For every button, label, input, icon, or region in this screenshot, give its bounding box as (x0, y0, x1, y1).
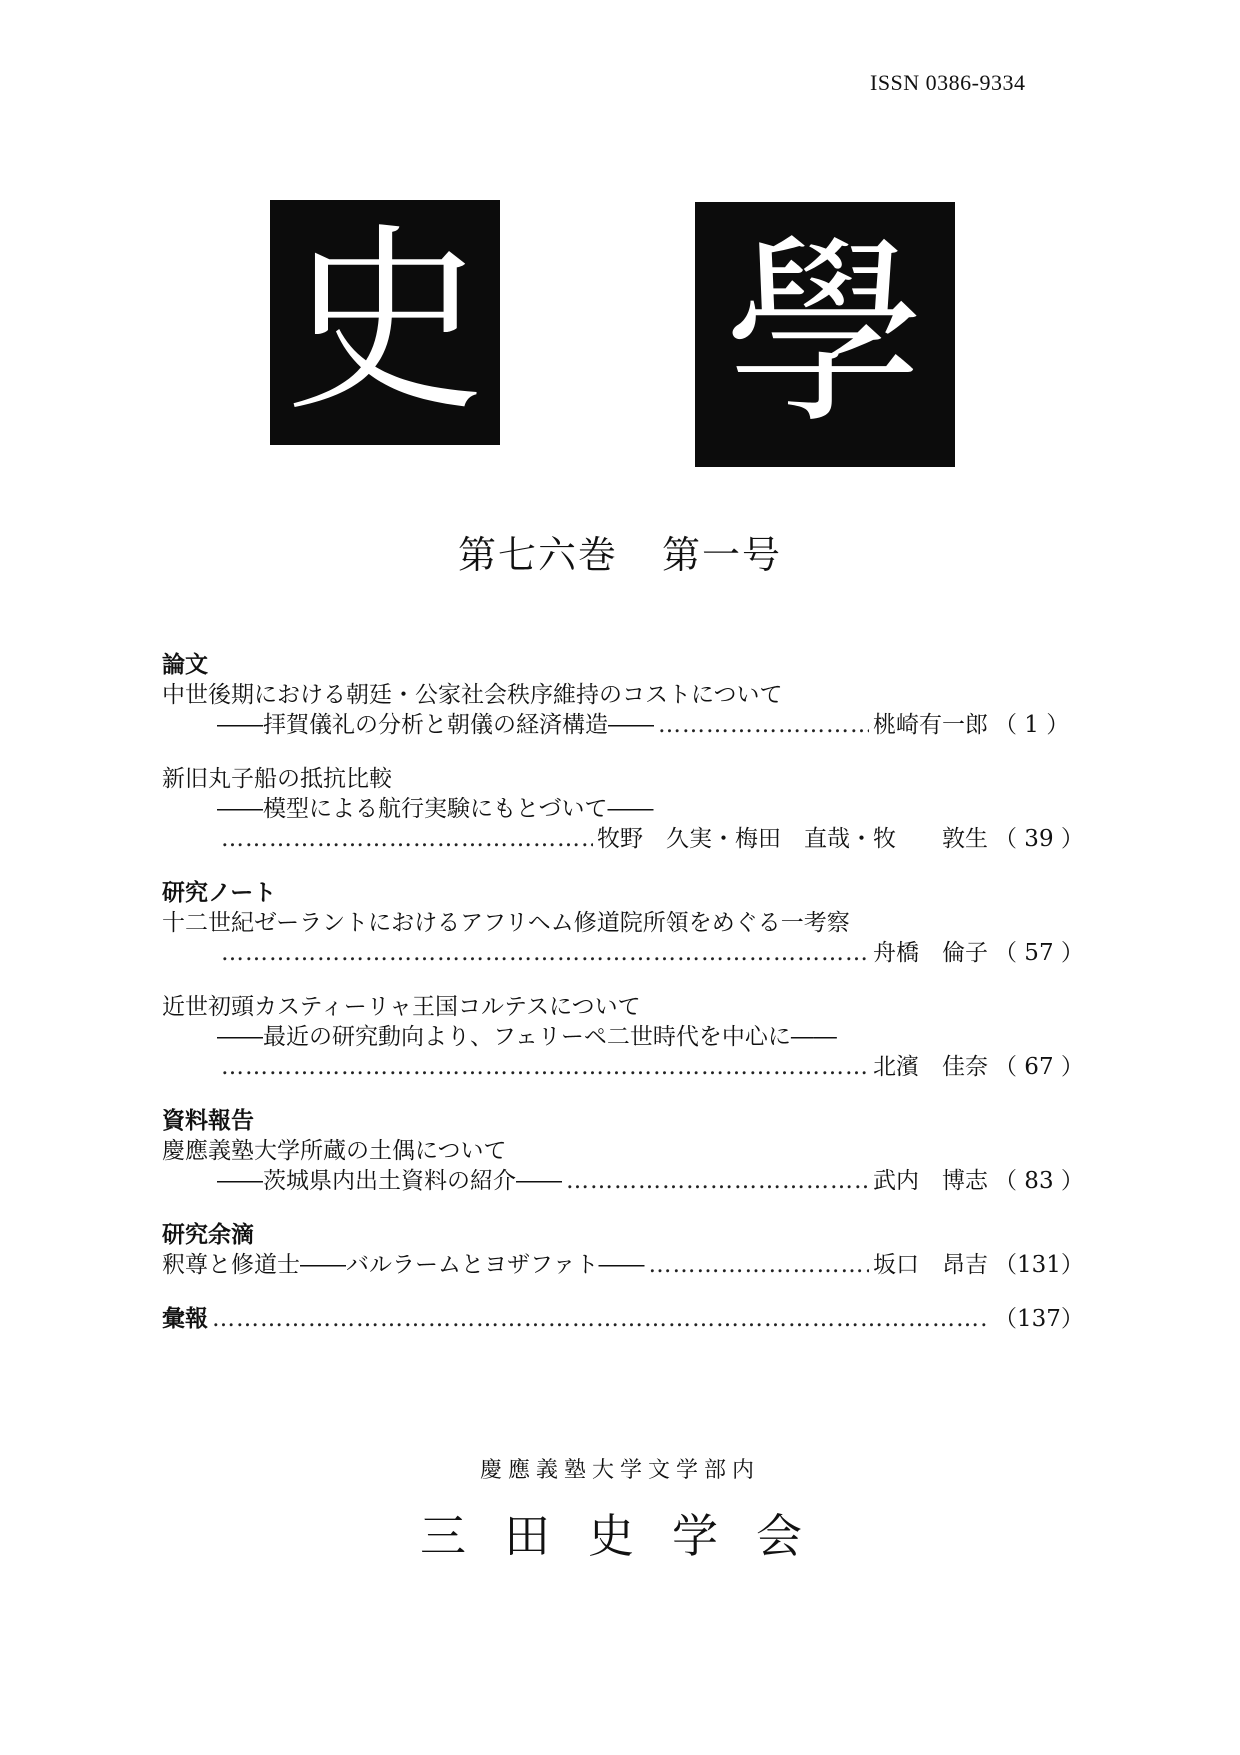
leader-dots (221, 824, 593, 854)
volume-number (0, 524, 1240, 579)
entry-row (162, 824, 1084, 854)
entry-row (162, 1166, 1084, 1196)
leader-dots (649, 1250, 869, 1280)
publisher-affiliation: 慶應義塾大学文学部内 (479, 1458, 760, 1483)
toc-entry (162, 992, 1084, 1082)
entry-subtitle: ――茨城県内出土資料の紹介―― (217, 1168, 562, 1194)
toc-section-reports (162, 1304, 1084, 1334)
entry-page: （ 1 ） (994, 712, 1070, 738)
issn-number: ISSN 0386-9334 (870, 70, 1026, 95)
entry-page: （ 39 ） (994, 826, 1084, 852)
leader-dots (221, 1052, 869, 1082)
toc-section-research-notes (162, 878, 1084, 1082)
entry-page: （ 57 ） (994, 940, 1084, 966)
toc-section-articles (162, 650, 1084, 854)
entry-subtitle: ――最近の研究動向より、フェリーペ二世時代を中心に―― (217, 1024, 837, 1050)
section-title: 論文 (162, 651, 208, 678)
entry-title: 慶應義塾大学所蔵の土偶について (162, 1138, 507, 1164)
entry-title: 近世初頭カスティーリャ王国コルテスについて (162, 994, 641, 1020)
section-title: 研究余滴 (162, 1221, 254, 1248)
leader-dots (658, 710, 869, 740)
toc-entry (162, 680, 1070, 740)
leader-dots (566, 1166, 869, 1196)
toc-entry (162, 764, 1084, 854)
entry-row (162, 1052, 1084, 1082)
entry-row (162, 710, 1070, 740)
entry-author: 坂口 昂吉 (873, 1252, 988, 1278)
section-title: 資料報告 (162, 1107, 254, 1134)
entry-author: 桃崎有一郎 (873, 712, 988, 738)
entry-author: 武内 博志 (873, 1168, 988, 1194)
entry-title: 新旧丸子船の抵抗比較 (162, 766, 392, 792)
entry-title: 中世後期における朝廷・公家社会秩序維持のコストについて (162, 682, 783, 708)
toc-entry (162, 1136, 1084, 1196)
issue-label: 第一号 (662, 533, 783, 577)
entry-row (162, 1250, 1084, 1280)
title-logo-shi: 史 (270, 200, 500, 445)
toc-section-material-reports (162, 1106, 1084, 1196)
entry-subtitle: ――拝賀儀礼の分析と朝儀の経済構造―― (217, 712, 654, 738)
title-logo-gaku: 學 (695, 202, 955, 467)
entry-title: 十二世紀ゼーラントにおけるアフリヘム修道院所領をめぐる一考察 (162, 910, 850, 936)
entry-page: （ 67 ） (994, 1054, 1084, 1080)
table-of-contents (162, 650, 1084, 1334)
entry-page: （ 83 ） (994, 1168, 1084, 1194)
toc-entry (162, 908, 1084, 968)
entry-subtitle: ――模型による航行実験にもとづいて―― (217, 796, 654, 822)
section-title: 研究ノート (162, 879, 277, 906)
entry-author: 北濱 佳奈 (873, 1054, 988, 1080)
entry-author: 舟橋 倫子 (873, 940, 988, 966)
leader-dots (212, 1304, 990, 1334)
entry-page: （131） (994, 1252, 1084, 1278)
entry-title: 釈尊と修道士――バルラームとヨザファト―― (162, 1252, 645, 1278)
leader-dots (221, 938, 869, 968)
publisher-name: 三田史学会 (420, 1509, 840, 1563)
toc-section-research-notes-misc (162, 1220, 1084, 1280)
entry-row (162, 938, 1084, 968)
entry-page: （137） (994, 1306, 1084, 1332)
volume-label: 第七六巻 (457, 533, 618, 577)
entry-author: 牧野 久実・梅田 直哉・牧 敦生 (597, 826, 988, 852)
section-title: 彙報 (162, 1305, 208, 1332)
